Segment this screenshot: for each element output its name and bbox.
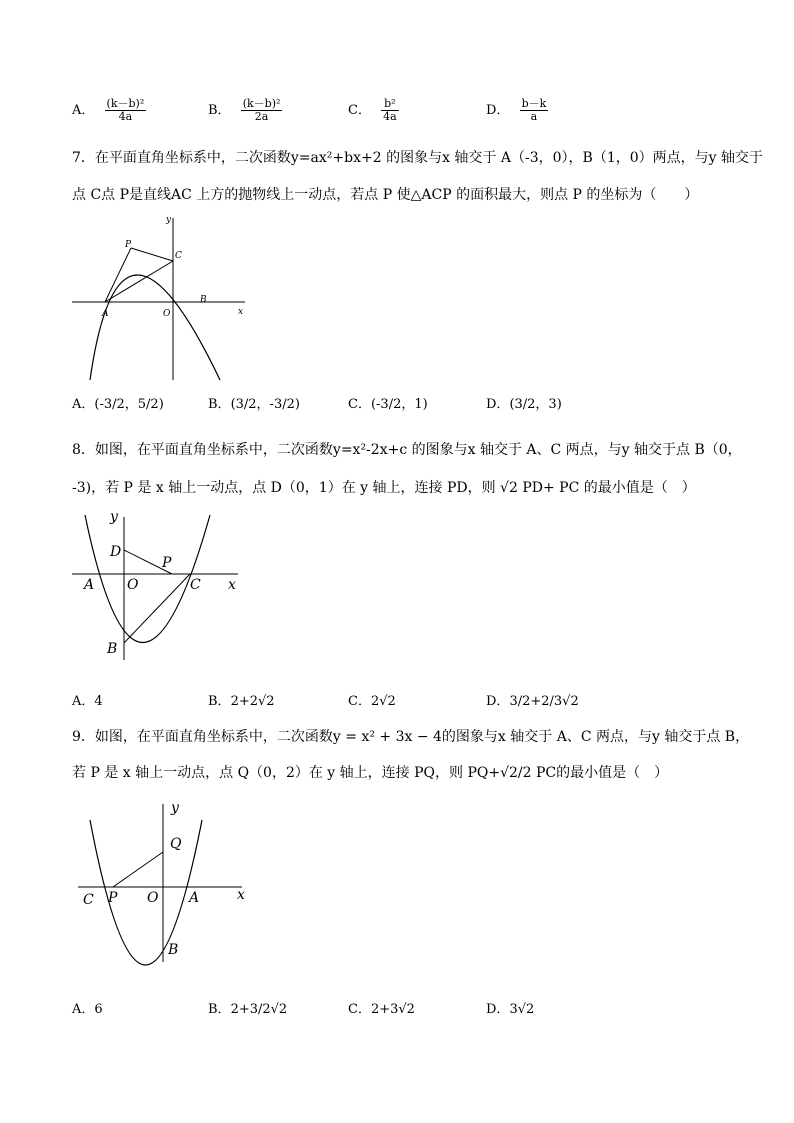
parabola [90,275,220,380]
q9-option-d: D．3√2 [486,1002,535,1017]
label-p: P [162,555,172,571]
q6-option-c: C． $\frac{\text{b²}}{4a}$ [348,97,397,123]
q9-option-c: C．2+3√2 [348,1002,415,1017]
q6-option-d: D． $\frac{b-k}{a}$ [486,97,547,123]
label-p: P [125,240,132,250]
q8-stem-line1: 8．如图，在平面直角坐标系中，二次函数y=x²-2x+c 的图象与x 轴交于 A、C 两点，与y 轴交于点 B（0， [72,442,742,458]
q8-stem-line2: -3)，若 P 是 x 轴上一动点，点 D（0，1）在 y 轴上，连接 PD，则 √2 PD+ PC 的最小值是（ ） [72,480,696,496]
label-x: x [238,307,244,317]
q7-option-d: D．(3/2，3) [486,397,562,412]
label-y: y [110,509,118,525]
label-y: y [166,215,172,225]
label-d: D [110,544,122,560]
q9-option-a: A．6 [72,1002,103,1017]
q8-option-a: A．4 [72,694,103,709]
segment-pc [131,248,173,261]
label-b: B [107,641,118,657]
q7-stem-line1: 7．在平面直角坐标系中，二次函数y=ax²+bx+2 的图象与x 轴交于 A（-3，0），B（1，0）两点，与y 轴交于 [72,150,763,166]
label-c: C [190,577,201,593]
q9-stem-line1: 9．如图，在平面直角坐标系中，二次函数y = x² + 3x − 4的图象与x 轴交于 A、C 两点，与y 轴交于点 B， [72,729,750,745]
fraction: $\frac{\text{b²}}{4a}$ [383,97,397,123]
fraction: $\frac{\text{(k－b)²}}{2a}$ [242,97,281,123]
q9-stem-line2: 若 P 是 x 轴上一动点，点 Q（0，2）在 y 轴上，连接 PQ，则 PQ+√2/2 PC的最小值是（ ） [72,765,669,781]
label-b: B [168,942,179,958]
q6-option-a: A． $\frac{\text{(k－b)²}}{4a}$ [72,97,145,123]
label-a: A [102,309,109,319]
fraction: $\frac{b-k}{a}$ [521,97,547,123]
fraction: $\frac{\text{(k－b)²}}{4a}$ [106,97,145,123]
q8-figure [70,505,255,665]
label-a: A [189,890,200,906]
q9-figure [70,800,255,970]
label-q: Q [170,836,182,852]
label-x: x [228,577,236,593]
q7-stem-line2: 点 C点 P是直线AC 上方的抛物线上一动点，若点 P 使△ACP 的面积最大，则点 P 的坐标为（ ） [72,187,699,203]
label-c: C [83,892,94,908]
q8-option-b: B．2+2√2 [208,694,275,709]
label-o: O [163,309,171,319]
q7-figure [70,210,255,385]
q8-option-d: D．3/2+2/3√2 [486,694,579,709]
label-p: P [108,890,118,906]
label-c: C [175,251,182,261]
label-y: y [171,800,179,816]
segment-pq [113,852,163,887]
label-o: O [147,890,159,906]
parabola [90,820,202,965]
q7-option-a: A．(-3/2，5/2) [72,397,164,412]
q8-option-c: C．2√2 [348,694,396,709]
label-x: x [237,887,245,903]
q7-option-b: B．(3/2，-3/2) [208,397,300,412]
label-b: B [200,295,207,305]
q6-option-b: B． $\frac{\text{(k－b)²}}{2a}$ [208,97,281,123]
q9-option-b: B．2+3/2√2 [208,1002,288,1017]
q7-option-c: C．(-3/2，1) [348,397,428,412]
label-o: O [127,577,139,593]
label-a: A [84,577,95,593]
